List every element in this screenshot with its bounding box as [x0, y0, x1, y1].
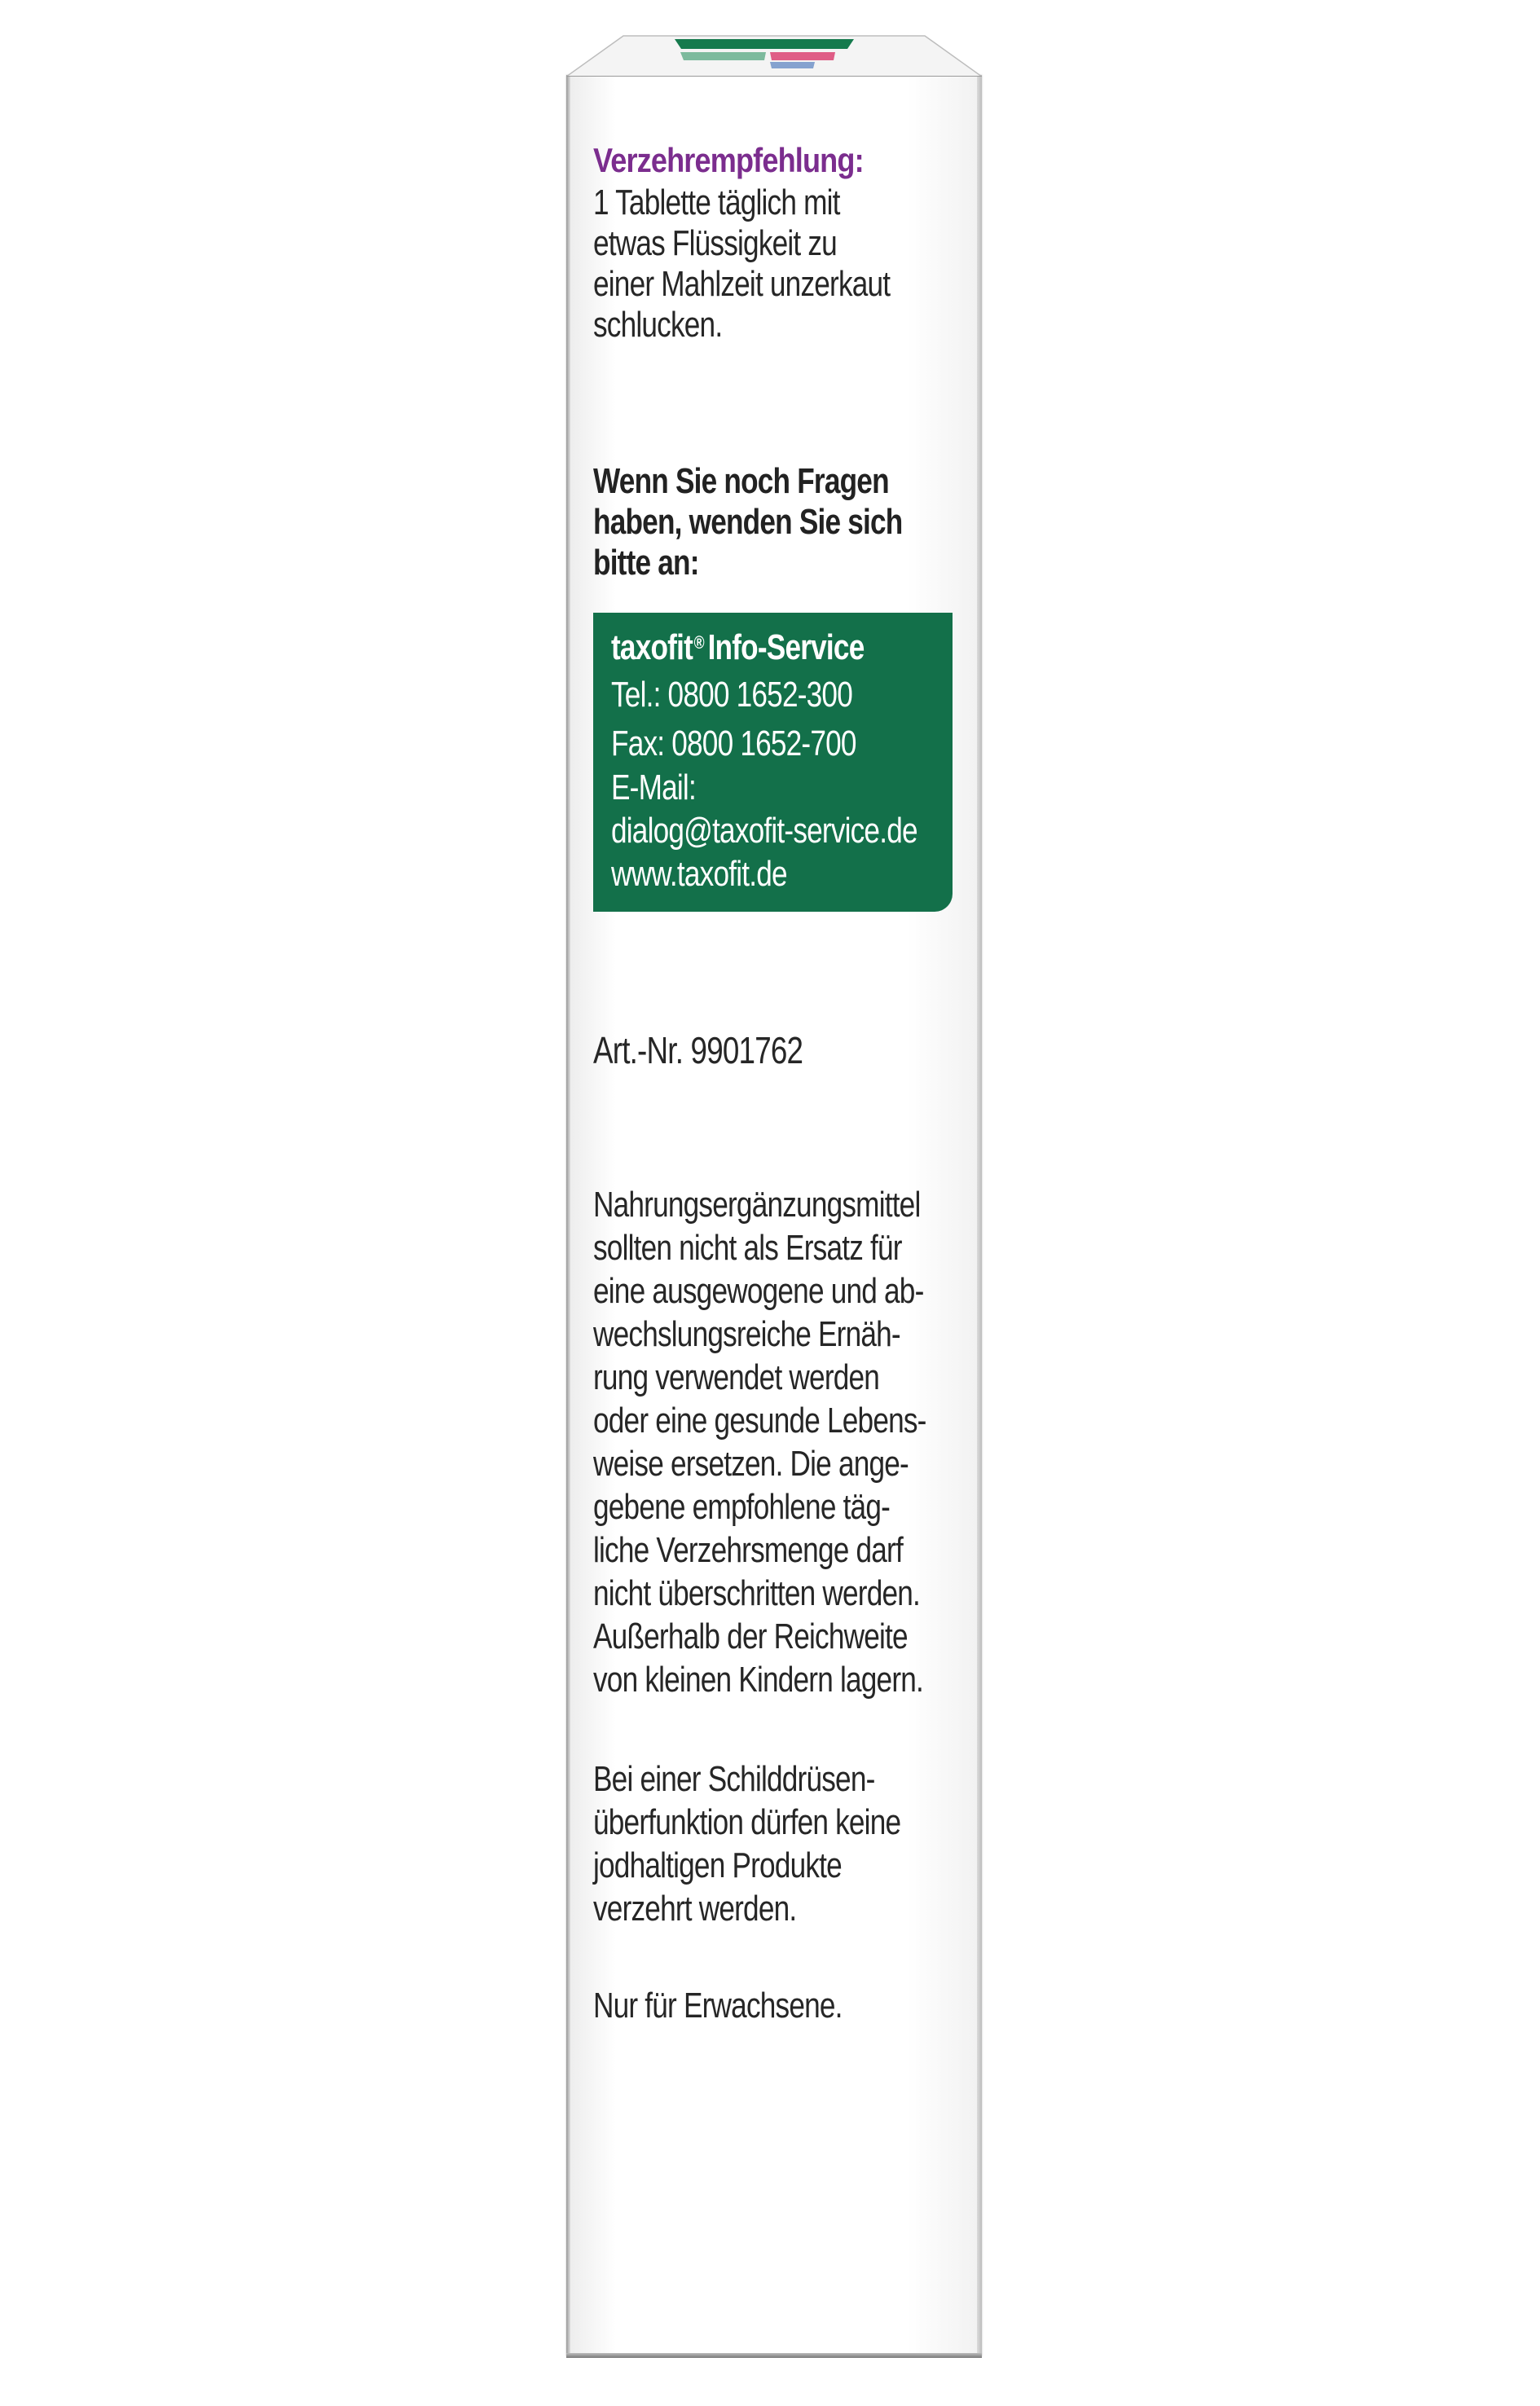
info-service-box	[593, 613, 953, 912]
usage-heading: Verzehrempfehlung:	[593, 141, 864, 179]
registered-mark: ®	[693, 632, 704, 653]
warning-line: weise ersetzen. Die ange-	[593, 1444, 909, 1484]
questions-line: Wenn Sie noch Fragen	[593, 461, 889, 501]
warning-line: von kleinen Kindern lagern.	[593, 1660, 923, 1700]
info-email-label: E-Mail:	[611, 768, 696, 807]
panel-bottom-edge	[566, 2353, 982, 2358]
warning-line: eine ausgewogene und ab-	[593, 1271, 924, 1311]
questions-prompt	[593, 461, 971, 583]
supplement-warning	[593, 1183, 971, 1701]
thyroid-line: Bei einer Schilddrüsen-	[593, 1759, 875, 1799]
warning-line: wechslungsreiche Ernäh-	[593, 1314, 900, 1354]
panel-left-edge	[566, 75, 570, 2356]
thyroid-notice	[593, 1757, 971, 1930]
questions-line: haben, wenden Sie sich	[593, 502, 903, 542]
adults-only-notice: Nur für Erwachsene.	[593, 1986, 843, 2026]
usage-instructions	[593, 183, 971, 345]
usage-line: 1 Tablette täglich mit	[593, 183, 840, 222]
article-number: Art.-Nr. 9901762	[593, 1029, 803, 1071]
warning-line: nicht überschritten werden.	[593, 1573, 921, 1613]
package-top-flap	[566, 34, 982, 77]
panel-right-edge	[977, 75, 982, 2356]
usage-line: etwas Flüssigkeit zu	[593, 223, 837, 263]
thyroid-line: überfunktion dürfen keine	[593, 1802, 901, 1842]
warning-line: oder eine gesunde Lebens-	[593, 1401, 926, 1441]
info-phone: Tel.: 0800 1652-300	[611, 675, 852, 715]
warning-line: liche Verzehrsmenge darf	[593, 1530, 903, 1570]
info-email: dialog@taxofit-service.de	[611, 811, 917, 851]
info-service-label: Info-Service	[707, 627, 865, 667]
brand-name: taxofit	[611, 627, 693, 667]
questions-line: bitte an:	[593, 543, 699, 583]
thyroid-line: verzehrt werden.	[593, 1889, 797, 1929]
warning-line: Außerhalb der Reichweite	[593, 1616, 908, 1656]
warning-line: Nahrungsergänzungsmittel	[593, 1185, 921, 1225]
warning-line: rung verwendet werden	[593, 1357, 880, 1397]
info-service-title	[611, 627, 864, 668]
usage-line: schlucken.	[593, 305, 723, 345]
usage-line: einer Mahlzeit unzerkaut	[593, 264, 891, 304]
thyroid-line: jodhaltigen Produkte	[593, 1845, 842, 1885]
warning-line: sollten nicht als Ersatz für	[593, 1228, 902, 1268]
warning-line: gebene empfohlene täg-	[593, 1487, 891, 1527]
info-fax: Fax: 0800 1652-700	[611, 724, 856, 763]
info-website: www.taxofit.de	[611, 854, 787, 894]
